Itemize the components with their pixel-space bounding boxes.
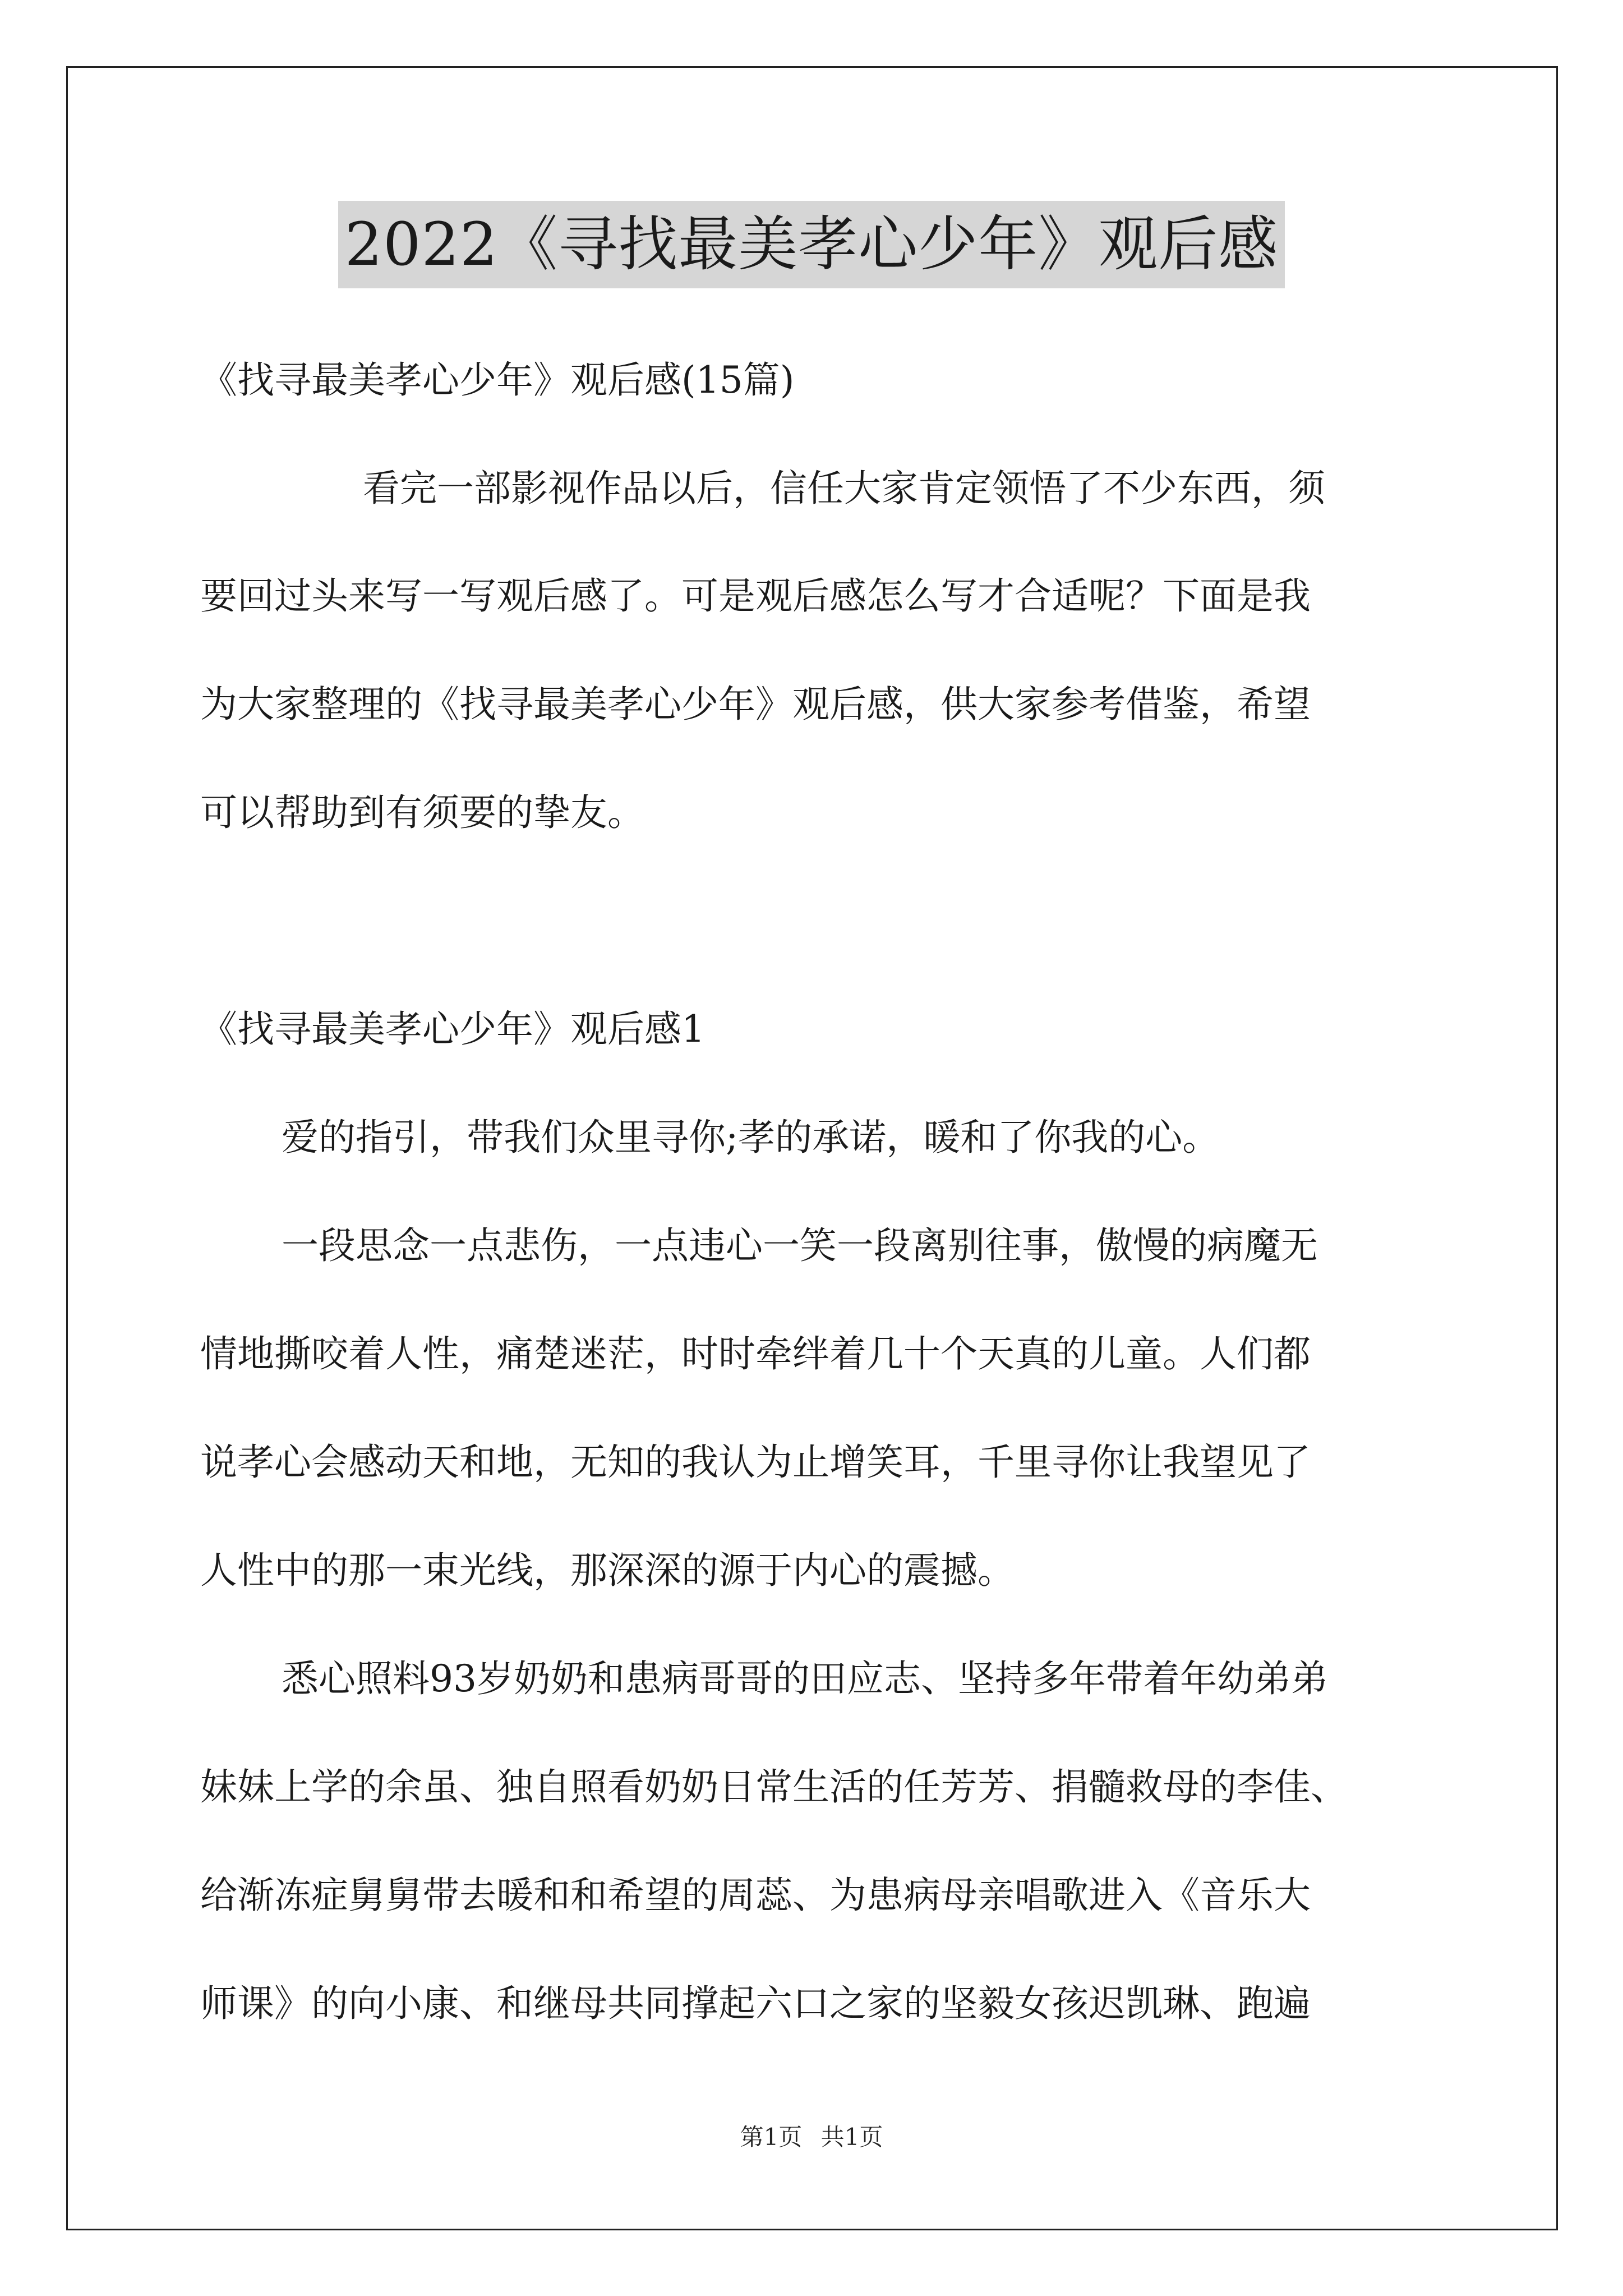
section-heading: 《找寻最美孝心少年》观后感1 xyxy=(200,1007,705,1051)
paragraph-line: 给渐冻症舅舅带去暖和和希望的周蕊、为患病母亲唱歌进入《音乐大 xyxy=(200,1874,1311,1917)
subtitle: 《找寻最美孝心少年》观后感(15篇) xyxy=(200,358,795,402)
intro-line: 可以帮助到有须要的挚友。 xyxy=(200,791,644,834)
paragraph-line: 悉心照料93岁奶奶和患病哥哥的田应志、坚持多年带着年幼弟弟 xyxy=(282,1657,1328,1700)
paragraph-line: 一段思念一点悲伤，一点违心一笑一段离别往事，傲慢的病魔无 xyxy=(282,1224,1318,1267)
paragraph-line: 说孝心会感动天和地，无知的我认为止增笑耳，千里寻你让我望见了 xyxy=(200,1441,1311,1484)
intro-line: 要回过头来写一写观后感了。可是观后感怎么写才合适呢？下面是我 xyxy=(200,574,1311,618)
intro-line: 看完一部影视作品以后，信任大家肯定领悟了不少东西，须 xyxy=(363,467,1325,510)
paragraph-line: 师课》的向小康、和继母共同撑起六口之家的坚毅女孩迟凯琳、跑遍 xyxy=(200,1982,1311,2025)
document-title: 2022《寻找最美孝心少年》观后感 xyxy=(338,201,1285,288)
page-number-total: 共1页 xyxy=(820,2123,883,2151)
intro-line: 为大家整理的《找寻最美孝心少年》观后感，供大家参考借鉴，希望 xyxy=(200,683,1311,726)
page-number-current: 第1页 xyxy=(740,2123,803,2151)
title-container xyxy=(0,201,1623,288)
paragraph-line: 妹妹上学的余虽、独自照看奶奶日常生活的任芳芳、捐髓救母的李佳、 xyxy=(200,1765,1348,1809)
paragraph-line: 情地撕咬着人性，痛楚迷茫，时时牵绊着几十个天真的儿童。人们都 xyxy=(200,1332,1311,1375)
page-footer xyxy=(0,2122,1623,2153)
paragraph-line: 爱的指引，带我们众里寻你;孝的承诺，暖和了你我的心。 xyxy=(282,1116,1220,1159)
paragraph-line: 人性中的那一束光线，那深深的源于内心的震撼。 xyxy=(200,1549,1015,1592)
